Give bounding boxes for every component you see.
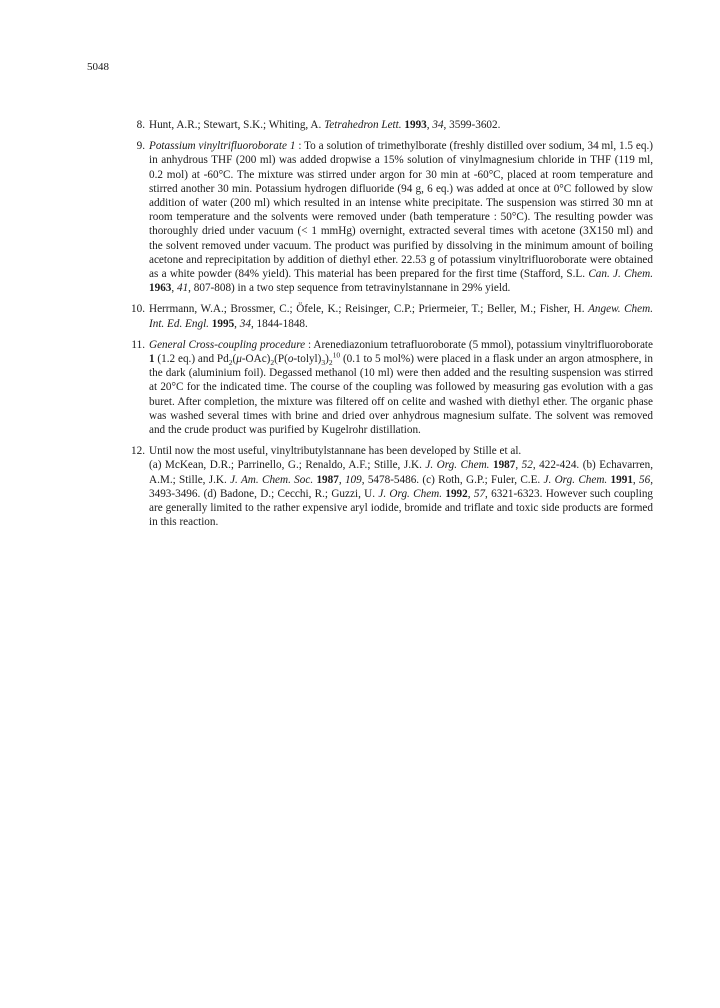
reference-authors: (d) Badone, D.; Cecchi, R.; Guzzi, U. [203,487,379,500]
publication-year: 1963 [149,282,172,295]
reference-8: 8. Hunt, A.R.; Stewart, S.K.; Whiting, A. Tetrahedron Lett. 1993, 34, 3599-3602. [131,118,653,132]
procedure-text: (P( [274,353,288,366]
journal-name: Tetrahedron Lett. [324,119,402,131]
reference-authors: Herrmann, W.A.; Brossmer, C.; Öfele, K.; Reisinger, C.P.; Priermeier, T.; Beller, M.; Fisher, H. [149,303,589,316]
procedure-text: ) [325,353,329,366]
journal-name: J. Org. Chem. [425,459,490,472]
page-number: 5048 [87,61,109,73]
pages: , 3493-3496. [149,473,653,500]
subscript: 2 [270,358,275,368]
volume: 41 [176,282,189,295]
subscript: 2 [228,358,233,368]
reference-number: 11. [131,338,145,351]
publication-year: 1992 [445,487,468,500]
publication-year: 1987 [492,459,516,472]
procedure-text-end: , 807-808) in a two step sequence from tetravinylstannane in 29% yield. [188,282,511,295]
reference-authors: (c) Roth, G.P.; Fuler, C.E. [422,473,544,486]
reference-authors: (a) McKean, D.R.; Parrinello, G.; Renaldo, A.F.; Stille, J.K. [149,459,426,472]
ortho-prefix: o [287,353,294,366]
procedure-title: Potassium vinyltrifluoroborate 1 [149,140,296,153]
procedure-text: : To a solution of trimethylborate (freshly distilled over sodium, 34 ml, 1.5 eq.) in anhydrous THF (200 ml) was added dropwise a 15% solution of vinylmagnesium chloride in THF (119 ml, 0.2 mol) at -60°C. The mixture was stirred under argon for 30 min at -60°C, placed at room temperature and stirred another 30 min. Potassium hydrogen difluoride (94 g, 6 eq.) was added at once at 0°C followed by slow addition of water (200 ml) which resulted in an intense white precipitate. The suspension was stirred 30 mn at room temperature and the solvents were removed under (bath temperature : 50°C). The resulting powder was thoroughly dried under vacuum (< 1 mmHg) overnight, extracted several times with acetone (3X150 ml) and the solvent removed under vacuum. The product was purified by dissolving in the minimum amount of boiling acetone and reprecipitation by addition of diethyl ether. 22.53 g of potassium vinyltrifluoroborate were obtained as a white powder (84% yield). This material has been prepared for the first time (Stafford, S.L. [149,140,653,281]
superscript-reference: 10 [332,350,341,360]
journal-name: Can. J. Chem. [588,268,653,281]
journal-name: Angew. Chem. Int. Ed. Engl. [149,303,653,330]
subscript: 2 [328,358,333,368]
procedure-text: (1.2 eq.) and Pd [154,353,229,366]
procedure-text: -tolyl) [293,353,322,366]
procedure-text: : Arenediazonium tetrafluoroborate (5 mmol), potassium vinyltrifluoroborate [305,338,654,351]
publication-year: 1987 [316,473,339,486]
reference-9: 9. Potassium vinyltrifluoroborate 1 : To a solution of trimethylborate (freshly distilled over sodium, 34 ml, 1.5 eq.) in anhydrous THF (200 ml) was added dropwise a 15% solution of vinylmagnesium chloride in THF (119 ml, 0.2 mol) at -60°C. The mixture was stirred under argon for 30 min at -60°C, placed at room temperature and stirred another 30 min. Potassium hydrogen difluoride (94 g, 6 eq.) was added at once at 0°C followed by slow addition of water (200 ml) which resulted in an intense white precipitate. The suspension was stirred 30 mn at room temperature and the solvents were removed under (bath temperature : 50°C). The resulting powder was thoroughly dried under vacuum (< 1 mmHg) overnight, extracted several times with acetone (3X150 ml) and the solvent removed under vacuum. The product was purified by dissolving in the minimum amount of boiling acetone and reprecipitation by addition of diethyl ether. 22.53 g of potassium vinyltrifluoroborate were obtained as a white powder (84% yield). This material has been prepared for the first time (Stafford, S.L. Can. J. Chem. 1963, 41, 807-808) in a two step sequence from tetravinylstannane in 29% yield. [131,139,653,295]
journal-name: J. Org. Chem. [543,473,608,486]
reference-number: 10. [131,303,145,316]
reference-authors: Hunt, A.R.; Stewart, S.K.; Whiting, A. [149,119,325,131]
reference-number: 12. [131,445,145,458]
reference-12: 12. Until now the most useful, vinyltributylstannane has been developed by Stille et al. (a) McKean, D.R.; Parrinello, G.; Renaldo, A.F.; Stille, J.K. J. Org. Chem. 1987, 52, 422-424. (b) Echavarren, A.M.; Stille, J.K. J. Am. Chem. Soc. 1987, 109, 5478-5486. (c) Roth, G.P.; Fuler, C.E. J. Org. Chem. 1991, 56, 3493-3496. (d) Badone, D.; Cecchi, R.; Guzzi, U. J. Org. Chem. 1992, 57, 6321-6323. However such coupling are generally limited to the rather expensive aryl iodide, bromide and triflate and toxic side products are formed in this reaction. [131,444,653,529]
compound-number: 1 [149,353,155,366]
volume: 109 [344,473,362,486]
reference-number: 8. [136,119,145,131]
volume: 52 [521,459,533,472]
volume: 57 [473,487,486,500]
volume: 34 [239,317,251,330]
reference-number: 9. [136,140,145,153]
pages: , 3599-3602. [443,119,501,131]
pages: , 5478-5486. [361,473,423,486]
volume: 34 [432,119,444,131]
reference-list [131,118,653,536]
procedure-text: (0.1 to 5 mol%) were placed in a flask under an argon atmosphere, in the dark (aluminium foil). Degassed methanol (10 ml) were then added and the resulting suspension was stirred at 20°C for the indicated time. The course of the coupling was followed by measuring gas evolution with a gas buret. After completion, the mixture was filtered off on celite and washed with diethyl ether. The organic phase was washed several times with brine and dried over anhydrous magnesium sulfate. The solvent was removed and the crude product was purified by Kugelrohr distillation. [149,353,653,437]
reference-conclusion: However such coupling are generally limited to the rather expensive aryl iodide, bromide and triflate and toxic side products are formed in this reaction. [149,487,654,529]
reference-authors: (b) Echavarren, A.M.; Stille, J.K. [149,459,653,486]
publication-year: 1993 [404,119,427,131]
reference-11: 11. General Cross-coupling procedure : Arenediazonium tetrafluoroborate (5 mmol), potassium vinyltrifluoroborate 1 (1.2 eq.) and $Pd_2(\mu-OAc)_2(P(o-tolyl)_3)_2^{10}$ (0.1 to 5 mol%) were placed in a flask under an argon atmosphere, in the dark (aluminium foil). Degassed methanol (10 ml) were then added and the resulting suspension was stirred at 20°C for the indicated time. The course of the coupling was followed by measuring gas evolution with a gas buret. After completion, the mixture was filtered off on celite and washed with diethyl ether. The organic phase was washed several times with brine and dried over anhydrous magnesium sulfate. The solvent was removed and the crude product was purified by Kugelrohr distillation. [131,338,653,437]
publication-year: 1991 [610,473,633,486]
subscript: 3 [321,358,326,368]
publication-year: 1995 [211,317,235,330]
pages: , 422-424. [532,459,583,472]
procedure-title: General Cross-coupling procedure [149,338,306,351]
pages: , 1844-1848. [250,317,308,330]
pages: , 6321-6323. [485,487,543,500]
reference-10: 10. Herrmann, W.A.; Brossmer, C.; Öfele, K.; Reisinger, C.P.; Priermeier, T.; Beller, M.; Fisher, H. Angew. Chem. Int. Ed. Engl. 1995, 34, 1844-1848. [131,302,653,330]
journal-name: J. Org. Chem. [378,487,443,500]
mu-symbol: μ [236,353,242,366]
reference-intro: Until now the most useful, vinyltributylstannane has been developed by Stille et al. [149,445,522,458]
journal-name: J. Am. Chem. Soc. [230,473,314,486]
procedure-text: -OAc) [241,353,271,366]
volume: 56 [639,473,651,486]
